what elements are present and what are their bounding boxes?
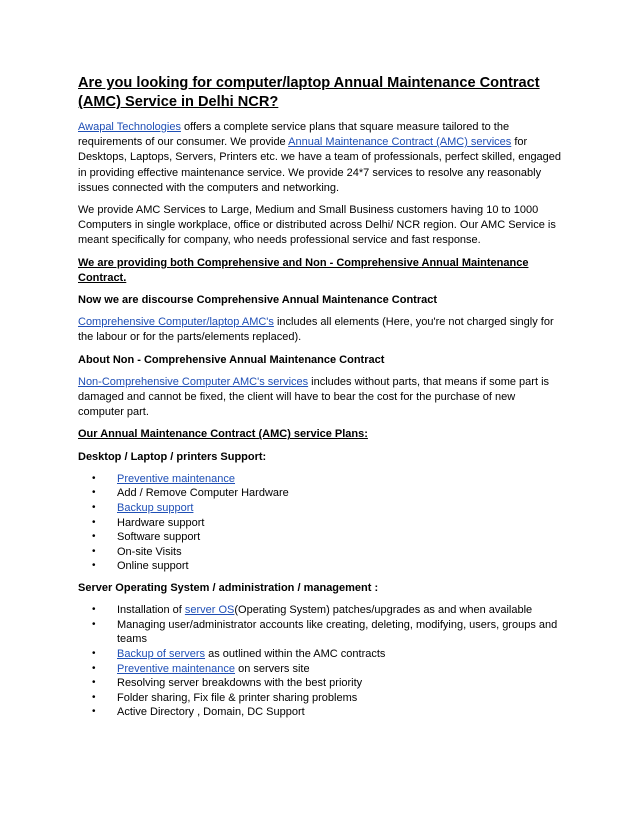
bullet-icon: •: [92, 560, 96, 572]
bullet-icon: •: [92, 662, 96, 674]
list-item-text: Add / Remove Computer Hardware: [117, 487, 289, 500]
comprehensive-text: includes all elements (Here, you're not charged singly for the labour or for the parts/elements replaced).: [78, 316, 554, 344]
list-item: [78, 705, 562, 720]
list-item: [78, 662, 562, 677]
bullet-icon: •: [92, 545, 96, 557]
list-item: [78, 559, 562, 574]
document-page: [78, 74, 562, 727]
discourse-heading: Now we are discourse Comprehensive Annual Maintenance Contract: [78, 294, 438, 307]
list-item-text: as outlined within the AMC contracts: [205, 648, 386, 660]
list-item: [78, 486, 562, 501]
awapal-link[interactable]: Awapal Technologies: [78, 121, 181, 133]
amc-description-paragraph: We provide AMC Services to Large, Medium and Small Business customers having 10 to 1000 Computers in single workplace, office or distributed across Delhi/ NCR region. Our AMC Service is meant specifically for company, who needs professional service and fast response.: [78, 204, 556, 247]
list-item: [78, 501, 562, 516]
bullet-icon: •: [92, 531, 96, 543]
backup-of-servers-link[interactable]: Backup of servers: [117, 648, 206, 660]
list-item-text: on servers site: [235, 662, 310, 675]
non-comprehensive-paragraph: [78, 375, 562, 421]
bullet-icon: •: [92, 706, 96, 718]
intro-paragraph: [78, 120, 562, 196]
bullet-icon: •: [92, 677, 96, 689]
both-contracts-heading: We are providing both Comprehensive and Non - Comprehensive Annual Maintenance Contract.: [78, 256, 529, 284]
list-item-text: (Operating System) patches/upgrades as and when available: [234, 604, 533, 617]
preventive-maintenance-link[interactable]: Preventive maintenance: [117, 472, 236, 485]
list-item-text: Software support: [117, 531, 201, 544]
desktop-support-list: [78, 472, 562, 574]
list-item: [78, 691, 562, 706]
comprehensive-paragraph: [78, 315, 562, 345]
list-item-text: Folder sharing, Fix file & printer sharing problems: [117, 691, 358, 704]
list-item-text: Managing user/administrator accounts like creating, deleting, modifying, users, groups and teams: [117, 618, 558, 646]
desktop-support-heading: Desktop / Laptop / printers Support:: [78, 450, 267, 463]
list-item: [78, 545, 562, 560]
service-plans-heading: Our Annual Maintenance Contract (AMC) service Plans:: [78, 428, 368, 441]
intro-text-2: for Desktops, Laptops, Servers, Printers etc. we have a team of professionals, perfect skilled, engaged in providing effective maintenance service. We provide 24*7 services to resolve any reasonably issues connected with the computers and networking.: [78, 136, 562, 194]
bullet-icon: •: [92, 618, 96, 630]
list-item: [78, 647, 562, 662]
non-comprehensive-heading: About Non - Comprehensive Annual Maintenance Contract: [78, 353, 385, 366]
intro-text-1: offers a complete service plans that square measure tailored to the requirements of our consumer. We provide: [78, 121, 510, 149]
bullet-icon: •: [92, 487, 96, 499]
bullet-icon: •: [92, 691, 96, 703]
bullet-icon: •: [92, 472, 96, 484]
list-item-text: Active Directory , Domain, DC Support: [117, 706, 305, 719]
list-item-text: Hardware support: [117, 516, 205, 529]
page-title: Are you looking for computer/laptop Annual Maintenance Contract (AMC) Service in Delhi NCR?: [78, 75, 540, 110]
bullet-icon: •: [92, 502, 96, 514]
bullet-icon: •: [92, 604, 96, 616]
server-preventive-maintenance-link[interactable]: Preventive maintenance: [117, 662, 236, 675]
list-item: [78, 603, 562, 618]
server-os-link[interactable]: server OS: [184, 604, 235, 617]
list-item-text: Installation of: [117, 604, 185, 617]
list-item: [78, 530, 562, 545]
list-item: [78, 676, 562, 691]
non-comprehensive-amc-link[interactable]: Non-Comprehensive Computer AMC's services: [78, 375, 309, 388]
list-item: [78, 618, 562, 647]
list-item: [78, 472, 562, 487]
server-support-heading: Server Operating System / administration / management :: [78, 582, 379, 595]
list-item-text: Online support: [117, 560, 189, 573]
backup-support-link[interactable]: Backup support: [117, 502, 194, 515]
comprehensive-amc-link[interactable]: Comprehensive Computer/laptop AMC's: [78, 316, 274, 329]
bullet-icon: •: [92, 516, 96, 528]
list-item-text: On-site Visits: [117, 545, 182, 558]
amc-services-link[interactable]: Annual Maintenance Contract (AMC) services: [288, 136, 512, 149]
non-comprehensive-text: includes without parts, that means if some part is damaged and cannot be fixed, the client will have to bear the cost for the purchase of new computer part.: [78, 375, 550, 419]
list-item: [78, 516, 562, 531]
bullet-icon: •: [92, 648, 96, 659]
list-item-text: Resolving server breakdowns with the best priority: [117, 677, 363, 690]
server-support-list: [78, 603, 562, 720]
